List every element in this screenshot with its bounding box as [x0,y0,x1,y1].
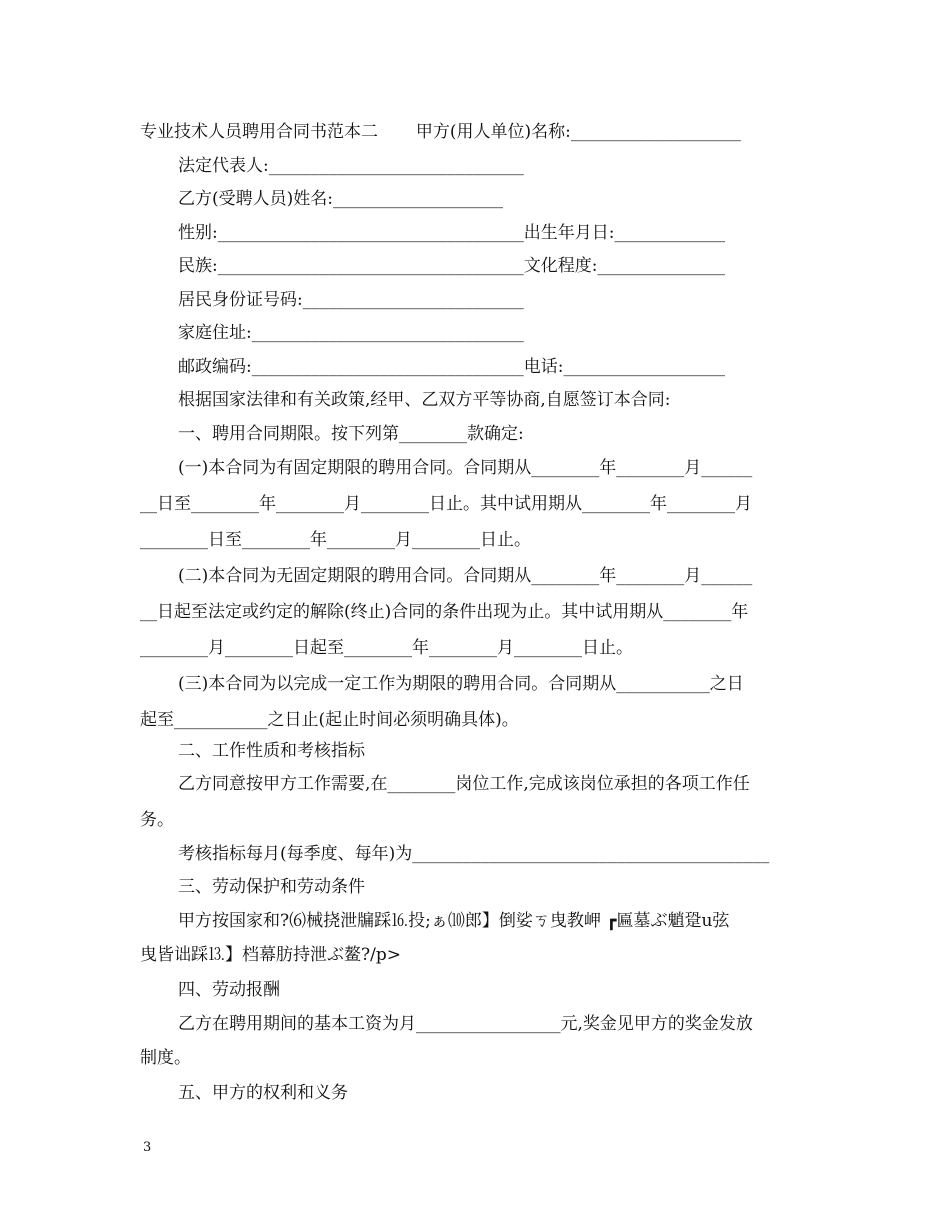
paragraph-line: (三)本合同为以完成一定工作为期限的聘用合同。合同期从___________之日 [178,674,744,694]
section-heading-4: 四、劳动报酬 [178,980,280,1000]
paragraph-line: (一)本合同为有固定期限的聘用合同。合同期从________年________月______ [178,458,753,478]
gender-birthdate-line: 性别:____________________________________出生年月日:_____________ [178,223,725,243]
paragraph-line: __日至________年________月________日止。其中试用期从________年________月 [140,494,752,514]
paragraph-line: 制度。 [140,1048,191,1068]
assessment-line: 考核指标每月(每季度、每年)为__________________________________________ [178,844,770,864]
postcode-phone-line: 邮政编码:________________________________电话:___________________ [178,357,725,377]
garbled-paragraph-line: 曳皆诎踩⒔】档幕肪持泄ぶ鳌?/p> [140,945,401,965]
id-number-line: 居民身份证号码:__________________________ [178,290,524,310]
section-heading-5: 五、甲方的权利和义务 [178,1083,348,1103]
legal-representative-line: 法定代表人:______________________________ [178,156,524,176]
preamble-line: 根据国家法律和有关政策,经甲、乙双方平等协商,自愿签订本合同: [178,390,671,410]
paragraph-line: 乙方同意按甲方工作需要,在________岗位工作,完成该岗位承担的各项工作任 [178,774,750,794]
section-heading-2: 二、工作性质和考核指标 [178,741,365,761]
home-address-line: 家庭住址:________________________________ [178,323,524,343]
paragraph-line: 乙方在聘用期间的基本工资为月_________________元,奖金见甲方的奖金发放 [178,1014,753,1034]
garbled-paragraph-line: 甲方按国家和?⑹械挠泄牖踩⒗投;ぁ⑽郎】倒娑ㄎ曳教岬 ┏匾墓ぶ魈跫u弦 [178,911,730,931]
section-heading-3: 三、劳动保护和劳动条件 [178,877,365,897]
paragraph-line: __日起至法定或约定的解除(终止)合同的条件出现为止。其中试用期从________年 [140,602,749,622]
section-heading-1: 一、聘用合同期限。按下列第________款确定: [178,424,524,444]
employee-name-line: 乙方(受聘人员)姓名:____________________ [178,189,503,209]
paragraph-line: 起至___________之日止(起止时间必须明确具体)。 [140,710,519,730]
paragraph-line: ________月________日起至________年________月________日止。 [140,638,633,658]
ethnicity-education-line: 民族:____________________________________文化程度:_______________ [178,256,725,276]
paragraph-line: (二)本合同为无固定期限的聘用合同。合同期从________年________月______ [178,566,753,586]
title-and-employer-name-line: 专业技术人员聘用合同书范本二 甲方(用人单位)名称:____________________ [140,122,741,142]
paragraph-line: ________日至________年________月________日止。 [140,530,531,550]
paragraph-line: 务。 [140,810,174,830]
page-number: 3 [143,1140,152,1155]
